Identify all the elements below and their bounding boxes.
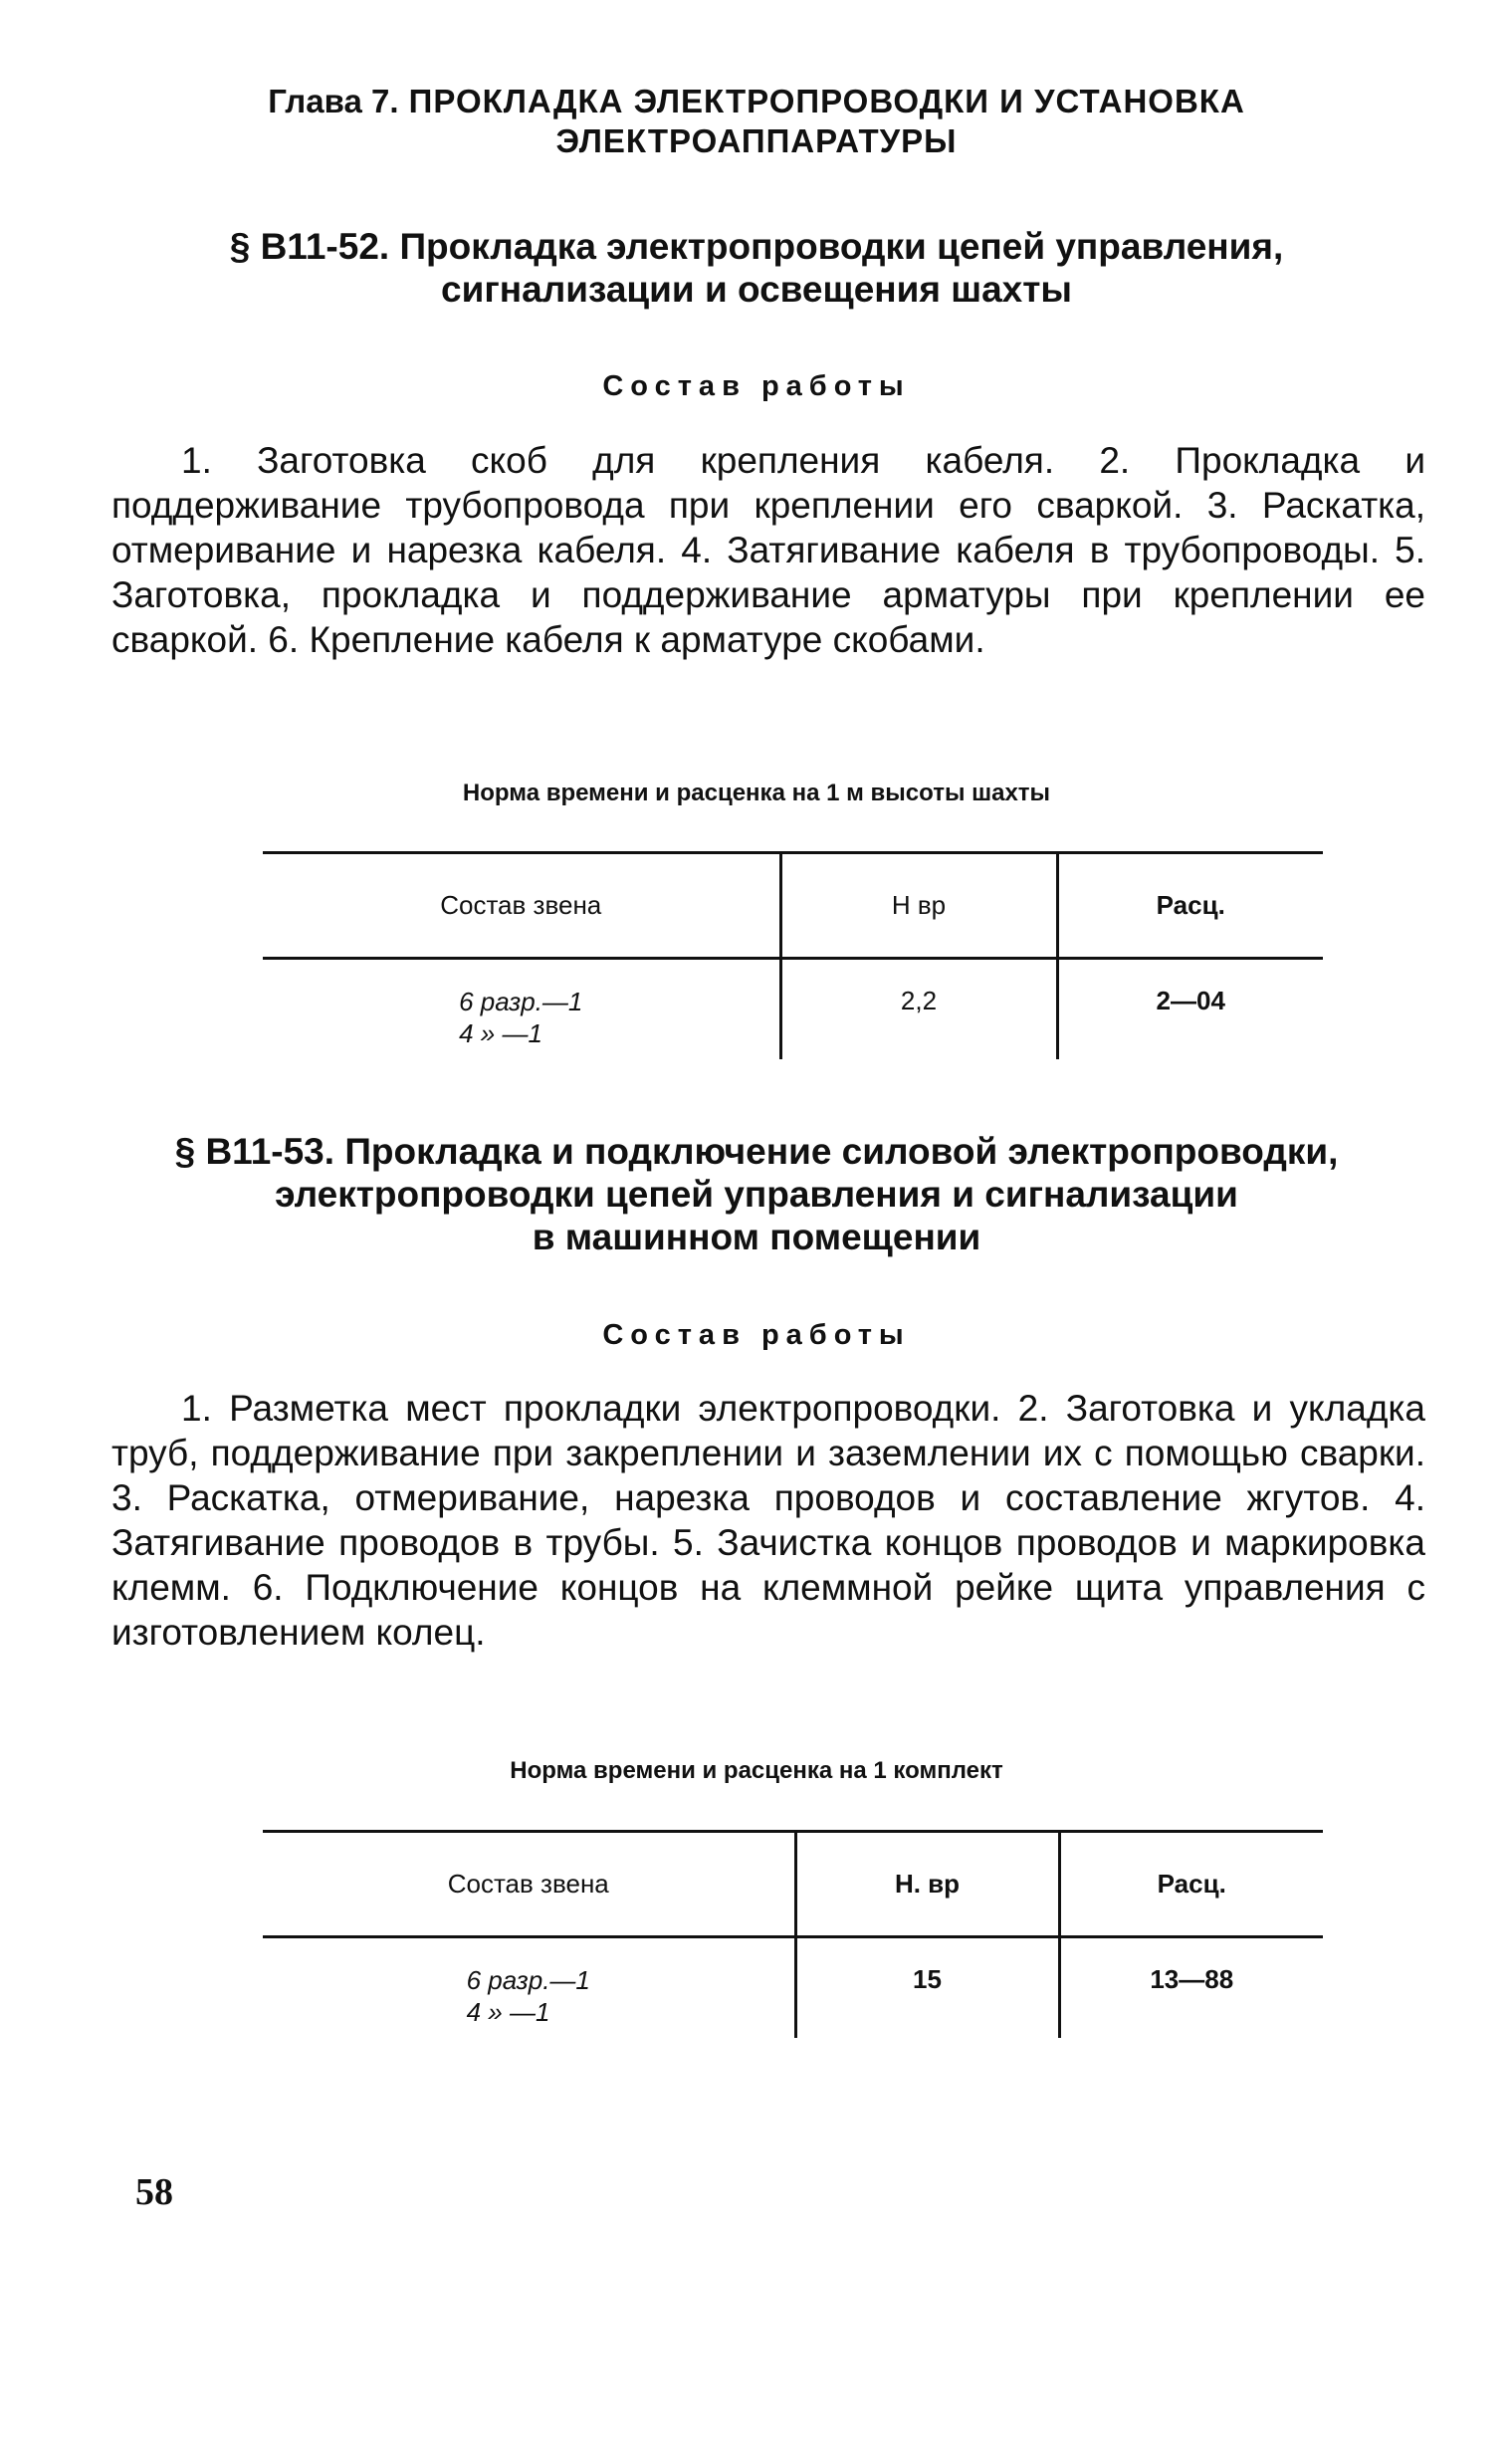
chapter-title-text: ПРОКЛАДКА ЭЛЕКТРОПРОВОДКИ И УСТАНОВКА	[408, 83, 1245, 119]
time-norm-cell: 2,2	[780, 959, 1057, 1060]
work-description: 1. Разметка мест прокладки электропроводки. 2. Заготовка и укладка труб, поддерживание при закреплении и заземлении их с помощью сварки. 3. Раскатка, отмеривание, нарезка проводов и составление жгутов. 4. Затягивание проводов в трубы. 5. Зачистка концов проводов и маркировка клемм. 6. Подключение концов на клеммной рейке щита управления с изготовлением колец.	[111, 1388, 1425, 1653]
norm-title: Норма времени и расценка на 1 м высоты шахты	[462, 780, 1051, 806]
chapter-prefix: Глава 7.	[268, 83, 399, 119]
work-composition-heading: Состав работы	[602, 1319, 911, 1351]
crew-cell	[263, 959, 780, 1060]
header-time-norm: Н. вр	[795, 1832, 1059, 1937]
section-title-line: электропроводки цепей управления и сигнализации	[275, 1174, 1238, 1215]
chapter-header	[159, 82, 1354, 161]
page-number: 58	[135, 2171, 173, 2213]
section-title-line: § В11-53. Прокладка и подключение силовой электропроводки,	[174, 1131, 1339, 1172]
section-title-line: § В11-52. Прокладка электропроводки цепей управления,	[229, 226, 1284, 267]
crew-line: 4 » —1	[466, 1997, 550, 2027]
time-norm-cell: 15	[795, 1937, 1059, 2039]
header-rate: Расц.	[1059, 1832, 1323, 1937]
crew-line: 4 » —1	[459, 1018, 542, 1048]
header-crew: Состав звена	[263, 1832, 795, 1937]
section-title-b11-53	[100, 1130, 1413, 1258]
crew-line: 6 разр.—1	[466, 1965, 590, 1995]
norm-table	[263, 1830, 1323, 2038]
table-row	[263, 959, 1323, 1060]
header-rate: Расц.	[1057, 853, 1323, 959]
chapter-title-line2: ЭЛЕКТРОАППАРАТУРЫ	[555, 122, 958, 159]
chapter-title-line1	[159, 82, 1354, 121]
crew-cell	[263, 1937, 795, 2039]
section-title-b11-52	[100, 225, 1413, 311]
work-description: 1. Заготовка скоб для крепления кабеля. 2. Прокладка и поддерживание трубопровода при креплении его сваркой. 3. Раскатка, отмеривание и нарезка кабеля. 4. Затягивание кабеля в трубопроводы. 5. Заготовка, прокладка и поддерживание арматуры при креплении ее сваркой. 6. Крепление кабеля к арматуре скобами.	[111, 440, 1425, 660]
header-crew: Состав звена	[263, 853, 780, 959]
rate-cell: 2—04	[1057, 959, 1323, 1060]
rate-cell: 13—88	[1059, 1937, 1323, 2039]
crew-line: 6 разр.—1	[459, 987, 583, 1016]
table-row	[263, 1937, 1323, 2039]
section-title-line: в машинном помещении	[532, 1217, 981, 1257]
section-title-line: сигнализации и освещения шахты	[441, 269, 1072, 310]
norm-table	[263, 851, 1323, 1059]
norm-title: Норма времени и расценка на 1 комплект	[510, 1757, 1003, 1784]
header-time-norm: Н вр	[780, 853, 1057, 959]
work-composition-heading: Состав работы	[602, 370, 911, 402]
